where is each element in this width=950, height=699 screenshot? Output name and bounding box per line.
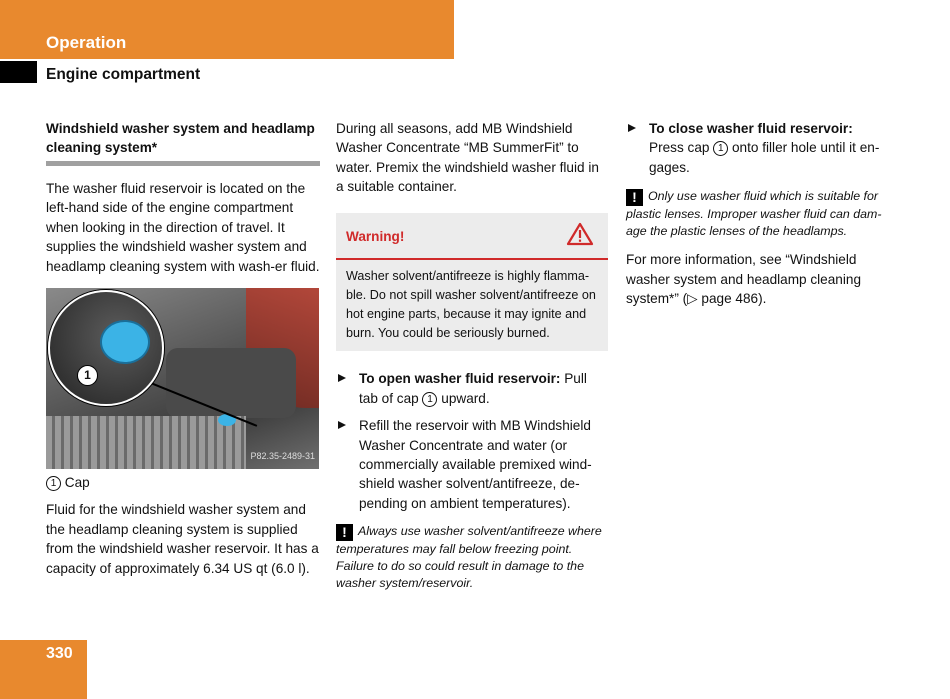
warning-body: Washer solvent/antifreeze is highly flamma-ble. Do not spill washer solvent/antifreeze on hot engine parts, because it may ignite and burn. You could be seriously burned. xyxy=(346,268,596,341)
column-right xyxy=(626,119,902,308)
cap-number: 1 xyxy=(713,141,728,156)
detail-magnifier xyxy=(48,290,164,406)
warning-title: Warning! xyxy=(346,228,405,244)
seasons-paragraph: During all seasons, add MB Windshield Washer Concentrate “MB SummerFit” to water. Premix the windshield washer fluid in a suitable container. xyxy=(336,121,599,195)
subsection-marker xyxy=(0,61,37,83)
caption-number: 1 xyxy=(46,476,61,491)
exclamation-icon: ! xyxy=(626,189,643,206)
bullet-arrow-icon xyxy=(338,421,346,429)
step-refill-reservoir: Refill the reservoir with MB Windshield Washer Concentrate and water (or commercially available premixed wind-shield washer solvent/antifreeze, de-pending on ambient temperatures). xyxy=(336,416,608,513)
bullet-arrow-icon xyxy=(628,124,636,132)
figure-caption xyxy=(46,473,320,492)
column-left xyxy=(46,119,320,578)
page-number: 330 xyxy=(46,645,73,662)
note-plastic-lenses: ! Only use washer fluid which is suitable for plastic lenses. Improper washer fluid can dam-age the plastic lenses of the headlamps. xyxy=(626,189,882,239)
intro-paragraph: The washer fluid reservoir is located on the left-hand side of the engine compartment when looking in the direction of travel. It supplies the windshield washer system and headlamp cleaning system with wash-er fluid. xyxy=(46,181,320,274)
warning-triangle-icon xyxy=(566,222,594,251)
capacity-paragraph: Fluid for the windshield washer system and the headlamp cleaning system is supplied from the windshield washer reservoir. It has a capacity of approximately 6.34 US qt (6.0 l). xyxy=(46,502,319,576)
step-close-reservoir: To close washer fluid reservoir: Press cap 1 onto filler hole until it en-gages. xyxy=(626,119,902,177)
subsection-title: Engine compartment xyxy=(46,66,201,83)
engine-compartment-figure xyxy=(46,288,319,469)
reservoir-cap xyxy=(100,320,150,364)
page-number-box xyxy=(0,640,87,699)
more-info-paragraph: For more information, see “Windshield washer system and headlamp cleaning system*” (▷ page 486). xyxy=(626,252,862,307)
section-heading: Windshield washer system and headlamp cleaning system* xyxy=(46,119,320,166)
figure-callout-1: 1 xyxy=(77,365,98,386)
caption-text: Cap xyxy=(64,475,90,491)
note-antifreeze: ! Always use washer solvent/antifreeze where temperatures may fall below freezing point. Failure to do so could result in damage to the washer system/reservoir. xyxy=(336,524,602,591)
cap-number: 1 xyxy=(422,392,437,407)
figure-reference: P82.35-2489-31 xyxy=(250,450,315,461)
exclamation-icon: ! xyxy=(336,524,353,541)
step-open-reservoir: To open washer fluid reservoir: Pull tab of cap 1 upward. xyxy=(336,369,608,408)
warning-box xyxy=(336,213,608,352)
bullet-arrow-icon xyxy=(338,374,346,382)
section-title: Operation xyxy=(46,33,127,52)
column-middle xyxy=(336,119,608,592)
